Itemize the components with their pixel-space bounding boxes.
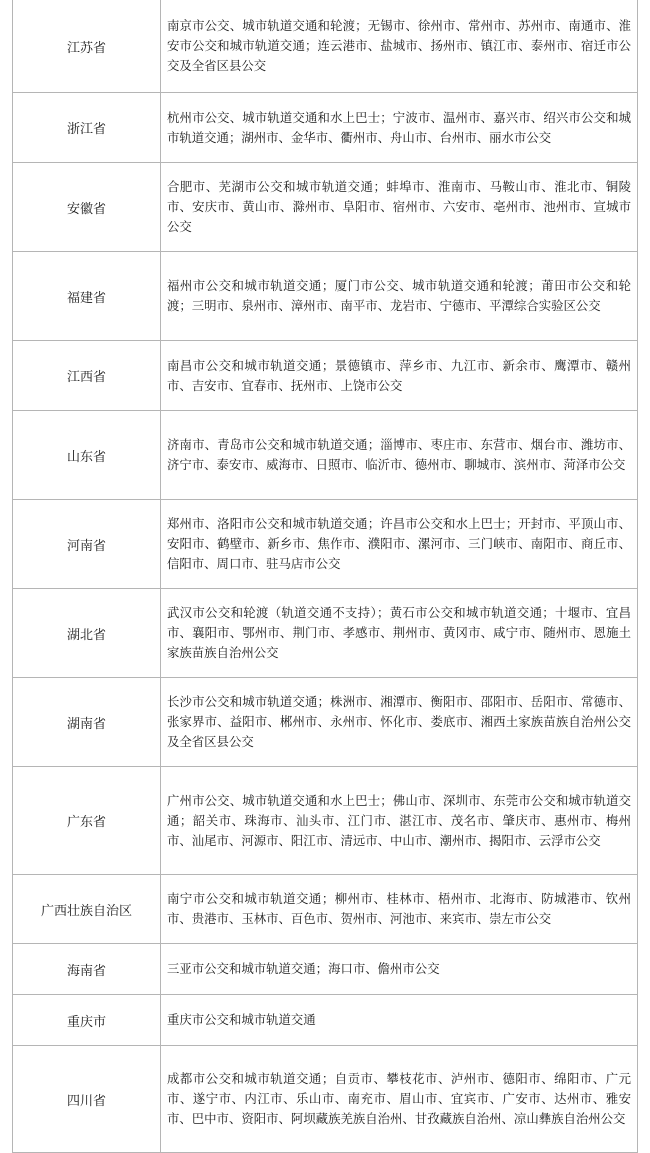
supported-cities: 合肥市、芜湖市公交和城市轨道交通；蚌埠市、淮南市、马鞍山市、淮北市、铜陵市、安庆市、黄山市、滁州市、阜阳市、宿州市、六安市、亳州市、池州市、宣城市公交 bbox=[167, 179, 631, 234]
supported-cities: 南京市公交、城市轨道交通和轮渡；无锡市、徐州市、常州市、苏州市、南通市、淮安市公交和城市轨道交通；连云港市、盐城市、扬州市、镇江市、泰州市、宿迁市公交及全省区县公交 bbox=[167, 18, 631, 73]
province-name: 浙江省 bbox=[13, 93, 161, 162]
province-name: 山东省 bbox=[13, 411, 161, 499]
table-row bbox=[13, 340, 637, 410]
transit-coverage-table bbox=[12, 0, 638, 1153]
supported-cities: 广州市公交、城市轨道交通和水上巴士；佛山市、深圳市、东莞市公交和城市轨道交通；韶关市、珠海市、汕头市、江门市、湛江市、茂名市、肇庆市、惠州市、梅州市、汕尾市、河源市、阳江市、清远市、中山市、潮州市、揭阳市、云浮市公交 bbox=[167, 792, 631, 848]
table-row bbox=[13, 0, 637, 92]
table-row bbox=[13, 943, 637, 994]
table-row bbox=[13, 994, 637, 1045]
table-row bbox=[13, 1045, 637, 1152]
supported-cities: 郑州市、洛阳市公交和城市轨道交通；许昌市公交和水上巴士；开封市、平顶山市、安阳市、鹤壁市、新乡市、焦作市、濮阳市、漯河市、三门峡市、南阳市、商丘市、信阳市、周口市、驻马店市公交 bbox=[167, 516, 631, 571]
province-name: 江西省 bbox=[13, 341, 161, 410]
supported-cities: 杭州市公交、城市轨道交通和水上巴士；宁波市、温州市、嘉兴市、绍兴市公交和城市轨道交通；湖州市、金华市、衢州市、舟山市、台州市、丽水市公交 bbox=[167, 109, 631, 145]
supported-cities: 济南市、青岛市公交和城市轨道交通；淄博市、枣庄市、东营市、烟台市、潍坊市、济宁市、泰安市、威海市、日照市、临沂市、德州市、聊城市、滨州市、菏泽市公交 bbox=[167, 437, 631, 472]
table-row bbox=[13, 499, 637, 588]
supported-cities: 长沙市公交和城市轨道交通；株洲市、湘潭市、衡阳市、邵阳市、岳阳市、常德市、张家界市、益阳市、郴州市、永州市、怀化市、娄底市、湘西土家族苗族自治州公交及全省区县公交 bbox=[167, 694, 631, 749]
province-name: 重庆市 bbox=[13, 995, 161, 1045]
table-row bbox=[13, 677, 637, 766]
supported-cities: 南宁市公交和城市轨道交通；柳州市、桂林市、梧州市、北海市、防城港市、钦州市、贵港市、玉林市、百色市、贺州市、河池市、来宾市、崇左市公交 bbox=[167, 891, 631, 926]
supported-cities: 武汉市公交和轮渡（轨道交通不支持）；黄石市公交和城市轨道交通；十堰市、宜昌市、襄阳市、鄂州市、荆门市、孝感市、荆州市、黄冈市、咸宁市、随州市、恩施土家族苗族自治州公交 bbox=[167, 605, 631, 660]
province-name: 福建省 bbox=[13, 252, 161, 340]
province-name: 四川省 bbox=[13, 1046, 161, 1152]
supported-cities: 成都市公交和城市轨道交通；自贡市、攀枝花市、泸州市、德阳市、绵阳市、广元市、遂宁市、内江市、乐山市、南充市、眉山市、宜宾市、广安市、达州市、雅安市、巴中市、资阳市、阿坝藏族羌族自治州、甘孜藏族自治州、凉山彝族自治州公交 bbox=[167, 1071, 631, 1126]
province-name: 湖南省 bbox=[13, 678, 161, 766]
table-row bbox=[13, 588, 637, 677]
province-name: 广西壮族自治区 bbox=[13, 875, 161, 943]
table-row bbox=[13, 874, 637, 943]
supported-cities: 福州市公交和城市轨道交通；厦门市公交、城市轨道交通和轮渡；莆田市公交和轮渡；三明市、泉州市、漳州市、南平市、龙岩市、宁德市、平潭综合实验区公交 bbox=[167, 278, 631, 313]
province-name: 广东省 bbox=[13, 767, 161, 874]
table-row bbox=[13, 92, 637, 162]
table-row bbox=[13, 251, 637, 340]
supported-cities: 南昌市公交和城市轨道交通；景德镇市、萍乡市、九江市、新余市、鹰潭市、赣州市、吉安市、宜春市、抚州市、上饶市公交 bbox=[167, 357, 631, 393]
table-row bbox=[13, 162, 637, 251]
province-name: 海南省 bbox=[13, 944, 161, 994]
supported-cities: 重庆市公交和城市轨道交通 bbox=[167, 1012, 316, 1027]
province-name: 湖北省 bbox=[13, 589, 161, 677]
supported-cities: 三亚市公交和城市轨道交通；海口市、儋州市公交 bbox=[167, 961, 440, 976]
table-row bbox=[13, 410, 637, 499]
province-name: 安徽省 bbox=[13, 163, 161, 251]
table-row bbox=[13, 766, 637, 874]
province-name: 江苏省 bbox=[13, 0, 161, 92]
province-name: 河南省 bbox=[13, 500, 161, 588]
